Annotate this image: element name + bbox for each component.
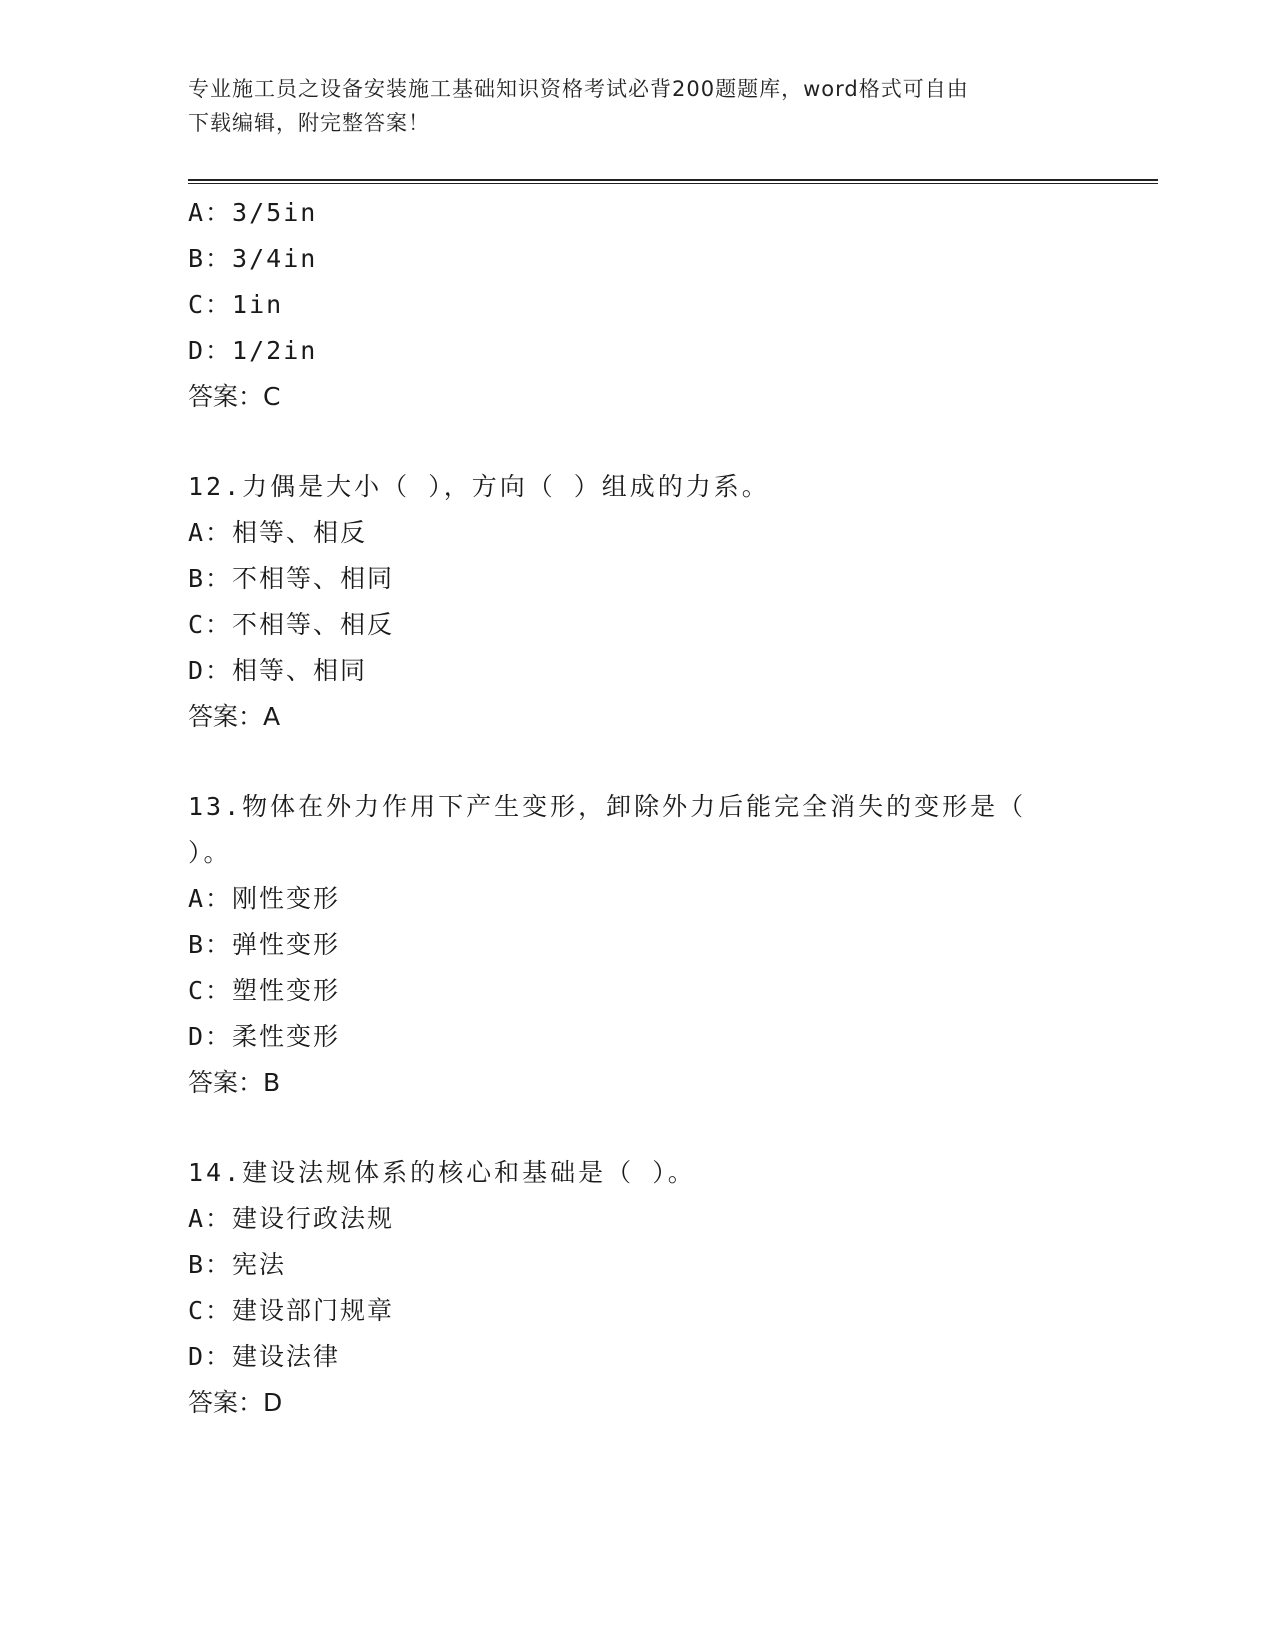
option-d: D：相等、相同 bbox=[188, 656, 368, 685]
header-divider-thick bbox=[188, 179, 1158, 181]
question-14-options bbox=[188, 1196, 1088, 1380]
option-c: C：建设部门规章 bbox=[188, 1296, 395, 1325]
spacer bbox=[188, 740, 1088, 784]
header-line-1: 专业施工员之设备安装施工基础知识资格考试必背200题题库，word格式可自由 bbox=[188, 77, 969, 101]
question-13-text-line-1: 13.物体在外力作用下产生变形，卸除外力后能完全消失的变形是（ bbox=[188, 792, 1027, 821]
option-b: B：宪法 bbox=[188, 1250, 287, 1279]
question-13-options bbox=[188, 876, 1088, 1060]
option-b: B：弹性变形 bbox=[188, 930, 341, 959]
question-13-text-line-2: ）。 bbox=[188, 838, 232, 867]
question-12-options bbox=[188, 510, 1088, 694]
question-list bbox=[188, 190, 1088, 1426]
question-11 bbox=[188, 190, 1088, 420]
option-b: B：3/4in bbox=[188, 244, 318, 273]
question-14 bbox=[188, 1150, 1088, 1426]
question-12-text: 12.力偶是大小（ ），方向（ ）组成的力系。 bbox=[188, 472, 770, 501]
question-11-answer: 答案：C bbox=[188, 382, 281, 411]
option-a: A：相等、相反 bbox=[188, 518, 368, 547]
option-d: D：柔性变形 bbox=[188, 1022, 341, 1051]
option-a: A：3/5in bbox=[188, 198, 318, 227]
header-line-2: 下载编辑，附完整答案！ bbox=[188, 111, 430, 135]
spacer bbox=[188, 420, 1088, 464]
option-a: A：刚性变形 bbox=[188, 884, 341, 913]
option-a: A：建设行政法规 bbox=[188, 1204, 395, 1233]
question-14-text: 14.建设法规体系的核心和基础是（ ）。 bbox=[188, 1158, 696, 1187]
option-b: B：不相等、相同 bbox=[188, 564, 395, 593]
question-13-answer: 答案：B bbox=[188, 1068, 281, 1097]
question-12 bbox=[188, 464, 1088, 740]
option-c: C：不相等、相反 bbox=[188, 610, 395, 639]
option-d: D：1/2in bbox=[188, 336, 318, 365]
spacer bbox=[188, 1106, 1088, 1150]
question-12-answer: 答案：A bbox=[188, 702, 281, 731]
question-11-options bbox=[188, 190, 1088, 374]
option-c: C：1in bbox=[188, 290, 284, 319]
header-divider-thin bbox=[188, 183, 1158, 184]
document-header bbox=[188, 72, 1088, 140]
option-d: D：建设法律 bbox=[188, 1342, 341, 1371]
question-14-answer: 答案：D bbox=[188, 1388, 283, 1417]
option-c: C：塑性变形 bbox=[188, 976, 341, 1005]
question-13 bbox=[188, 784, 1088, 1106]
